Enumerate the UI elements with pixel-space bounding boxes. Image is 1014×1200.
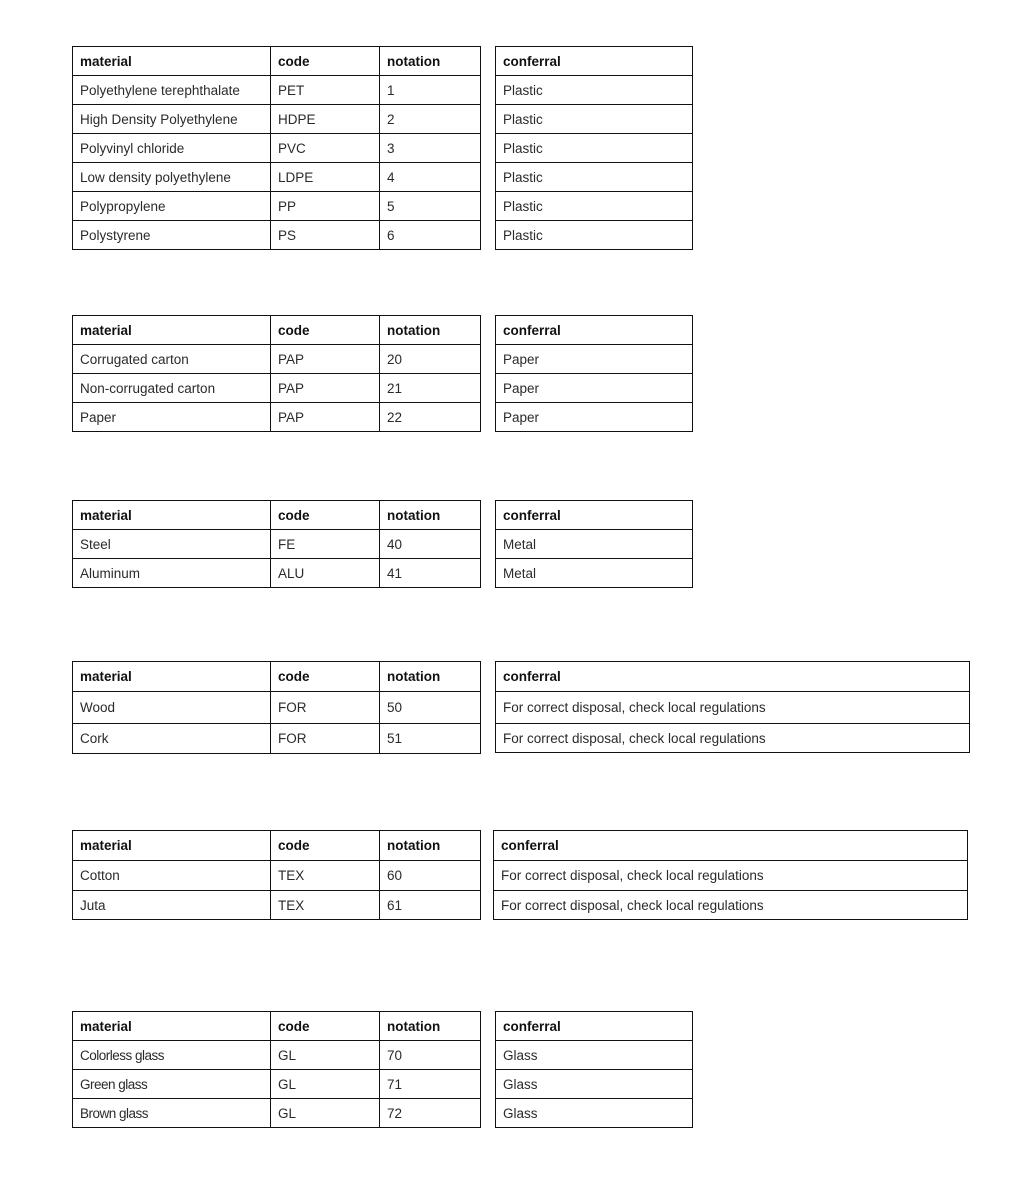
notation-header: notation <box>380 316 481 345</box>
table-row <box>73 1041 481 1070</box>
table-row <box>73 403 481 432</box>
table-row <box>496 192 693 221</box>
code-cell: PET <box>271 76 380 105</box>
table-row <box>496 530 693 559</box>
table-header-row <box>496 47 693 76</box>
notation-cell: 21 <box>380 374 481 403</box>
material-cell: Brown glass <box>73 1099 271 1128</box>
conferral-header: conferral <box>496 316 693 345</box>
material-header: material <box>73 501 271 530</box>
code-cell: HDPE <box>271 105 380 134</box>
material-header: material <box>73 1012 271 1041</box>
table-row <box>496 1099 693 1128</box>
notation-cell: 51 <box>380 724 481 754</box>
material-cell: Cotton <box>73 861 271 891</box>
table-header-row <box>73 47 481 76</box>
wood-conferral-table <box>495 661 970 753</box>
table-row <box>73 559 481 588</box>
table-row <box>73 724 481 754</box>
code-header: code <box>271 1012 380 1041</box>
table-row <box>73 163 481 192</box>
conferral-cell: For correct disposal, check local regulations <box>494 861 968 891</box>
code-cell: TEX <box>271 891 380 920</box>
conferral-cell: Paper <box>496 345 693 374</box>
table-row <box>496 1070 693 1099</box>
notation-header: notation <box>380 831 481 861</box>
glass-conferral-table <box>495 1011 693 1128</box>
code-cell: GL <box>271 1041 380 1070</box>
material-cell: Steel <box>73 530 271 559</box>
conferral-cell: Metal <box>496 530 693 559</box>
conferral-cell: Glass <box>496 1070 693 1099</box>
code-header: code <box>271 501 380 530</box>
table-row <box>73 1070 481 1099</box>
notation-header: notation <box>380 662 481 692</box>
notation-cell: 40 <box>380 530 481 559</box>
material-header: material <box>73 47 271 76</box>
conferral-cell: Plastic <box>496 76 693 105</box>
code-header: code <box>271 662 380 692</box>
table-row <box>496 221 693 250</box>
conferral-cell: Plastic <box>496 134 693 163</box>
metal-conferral-table <box>495 500 693 588</box>
code-cell: GL <box>271 1070 380 1099</box>
code-cell: PAP <box>271 403 380 432</box>
material-cell: Low density polyethylene <box>73 163 271 192</box>
notation-cell: 22 <box>380 403 481 432</box>
textile-material-table <box>72 830 481 920</box>
table-header-row <box>73 1012 481 1041</box>
glass-material-table <box>72 1011 481 1128</box>
material-cell: Corrugated carton <box>73 345 271 374</box>
conferral-cell: Plastic <box>496 221 693 250</box>
notation-header: notation <box>380 47 481 76</box>
material-cell: Colorless glass <box>73 1041 271 1070</box>
notation-cell: 2 <box>380 105 481 134</box>
material-header: material <box>73 831 271 861</box>
table-row <box>496 724 970 753</box>
table-row <box>73 221 481 250</box>
material-cell: Polystyrene <box>73 221 271 250</box>
notation-cell: 6 <box>380 221 481 250</box>
table-row <box>73 192 481 221</box>
table-row <box>496 559 693 588</box>
material-header: material <box>73 662 271 692</box>
code-cell: TEX <box>271 861 380 891</box>
table-row <box>73 861 481 891</box>
code-cell: GL <box>271 1099 380 1128</box>
table-row <box>73 105 481 134</box>
conferral-cell: For correct disposal, check local regulations <box>496 724 970 753</box>
paper-conferral-table <box>495 315 693 432</box>
notation-header: notation <box>380 1012 481 1041</box>
material-cell: Juta <box>73 891 271 920</box>
table-row <box>73 134 481 163</box>
table-row <box>496 134 693 163</box>
conferral-cell: For correct disposal, check local regulations <box>496 692 970 724</box>
code-cell: FOR <box>271 692 380 724</box>
table-row <box>496 374 693 403</box>
material-cell: Non-corrugated carton <box>73 374 271 403</box>
wood-material-table <box>72 661 481 754</box>
textile-conferral-table <box>493 830 968 920</box>
code-header: code <box>271 47 380 76</box>
table-header-row <box>496 316 693 345</box>
notation-cell: 20 <box>380 345 481 374</box>
material-header: material <box>73 316 271 345</box>
code-cell: PAP <box>271 374 380 403</box>
notation-cell: 5 <box>380 192 481 221</box>
conferral-cell: Paper <box>496 374 693 403</box>
table-header-row <box>73 316 481 345</box>
table-row <box>496 403 693 432</box>
code-cell: FE <box>271 530 380 559</box>
notation-cell: 41 <box>380 559 481 588</box>
plastic-material-table <box>72 46 481 250</box>
code-cell: PP <box>271 192 380 221</box>
table-row <box>496 1041 693 1070</box>
metal-material-table <box>72 500 481 588</box>
material-cell: Cork <box>73 724 271 754</box>
table-header-row <box>73 831 481 861</box>
notation-cell: 70 <box>380 1041 481 1070</box>
conferral-cell: For correct disposal, check local regulations <box>494 891 968 920</box>
code-cell: PAP <box>271 345 380 374</box>
table-header-row <box>496 501 693 530</box>
table-header-row <box>73 501 481 530</box>
notation-cell: 71 <box>380 1070 481 1099</box>
table-row <box>496 345 693 374</box>
table-row <box>496 105 693 134</box>
conferral-header: conferral <box>494 831 968 861</box>
table-header-row <box>496 1012 693 1041</box>
notation-cell: 50 <box>380 692 481 724</box>
table-header-row <box>73 662 481 692</box>
code-cell: ALU <box>271 559 380 588</box>
conferral-cell: Plastic <box>496 192 693 221</box>
table-row <box>494 861 968 891</box>
table-row <box>73 530 481 559</box>
code-header: code <box>271 831 380 861</box>
table-row <box>73 891 481 920</box>
conferral-cell: Glass <box>496 1099 693 1128</box>
material-cell: Paper <box>73 403 271 432</box>
material-cell: Polyvinyl chloride <box>73 134 271 163</box>
notation-cell: 72 <box>380 1099 481 1128</box>
material-cell: Wood <box>73 692 271 724</box>
plastic-conferral-table <box>495 46 693 250</box>
table-row <box>73 1099 481 1128</box>
table-row <box>73 76 481 105</box>
conferral-cell: Paper <box>496 403 693 432</box>
material-cell: Aluminum <box>73 559 271 588</box>
table-row <box>73 692 481 724</box>
conferral-cell: Glass <box>496 1041 693 1070</box>
table-row <box>496 692 970 724</box>
code-cell: PS <box>271 221 380 250</box>
conferral-header: conferral <box>496 662 970 692</box>
table-row <box>494 891 968 920</box>
table-header-row <box>494 831 968 861</box>
code-header: code <box>271 316 380 345</box>
notation-cell: 61 <box>380 891 481 920</box>
notation-cell: 1 <box>380 76 481 105</box>
paper-material-table <box>72 315 481 432</box>
material-cell: Polyethylene terephthalate <box>73 76 271 105</box>
table-row <box>496 76 693 105</box>
conferral-header: conferral <box>496 501 693 530</box>
code-cell: LDPE <box>271 163 380 192</box>
table-row <box>496 163 693 192</box>
notation-cell: 60 <box>380 861 481 891</box>
table-row <box>73 345 481 374</box>
conferral-cell: Plastic <box>496 105 693 134</box>
material-cell: Polypropylene <box>73 192 271 221</box>
code-cell: FOR <box>271 724 380 754</box>
code-cell: PVC <box>271 134 380 163</box>
notation-header: notation <box>380 501 481 530</box>
conferral-cell: Metal <box>496 559 693 588</box>
conferral-header: conferral <box>496 47 693 76</box>
notation-cell: 3 <box>380 134 481 163</box>
notation-cell: 4 <box>380 163 481 192</box>
conferral-cell: Plastic <box>496 163 693 192</box>
material-cell: Green glass <box>73 1070 271 1099</box>
table-header-row <box>496 662 970 692</box>
material-cell: High Density Polyethylene <box>73 105 271 134</box>
table-row <box>73 374 481 403</box>
conferral-header: conferral <box>496 1012 693 1041</box>
